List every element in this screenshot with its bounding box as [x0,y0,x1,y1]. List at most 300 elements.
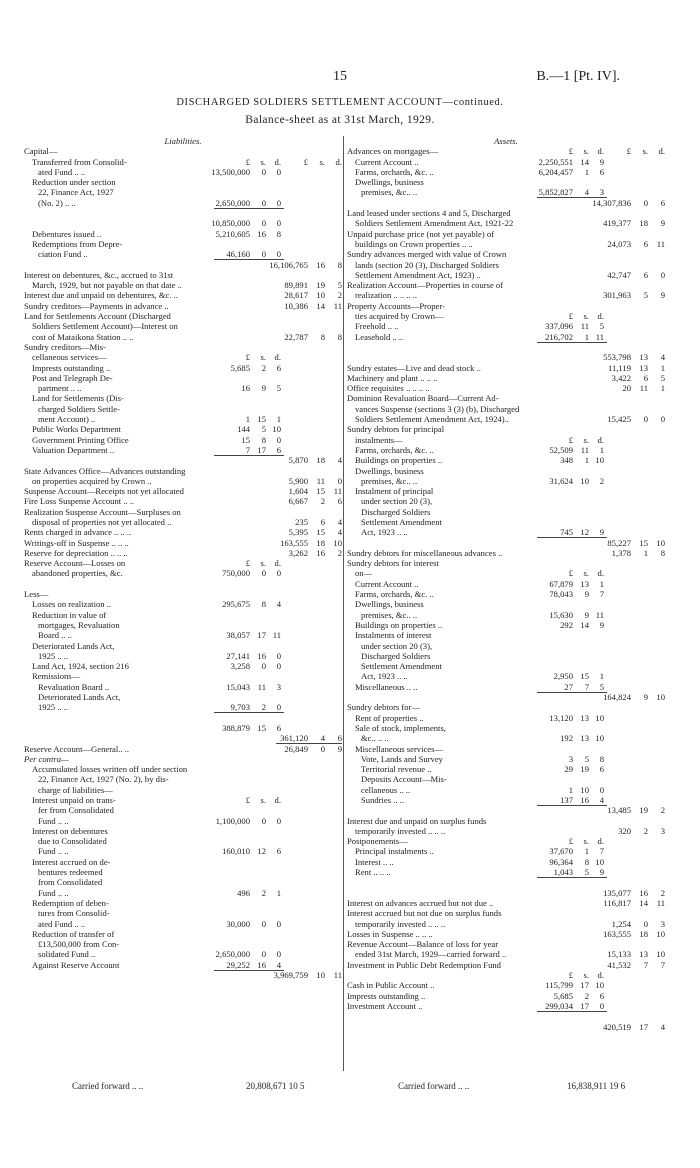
asset-label: lands (section 20 (3), Discharged Soldiers [355,259,499,270]
asset-row [347,764,665,774]
asset-row [347,352,665,362]
liability-amount-c2: 10 [333,537,342,548]
liability-amount-a1: 16 [241,383,250,394]
asset-label: realization .. .. .. .. [355,290,418,301]
asset-label: Farms, orchards, &c. .. [355,166,434,177]
asset-label: &c.. .. .. [361,733,389,744]
asset-label: vances Suspense (sections 3 (3) (b), Discharged [355,403,520,414]
asset-label: Vote, Lands and Survey [361,753,443,764]
liability-label: Less— [24,589,49,600]
asset-row [347,342,665,352]
liability-label: Reserve Account—Losses on [24,558,126,569]
asset-amount-c2: 9 [660,218,665,229]
asset-row [347,527,665,537]
asset-amount-c1: 9 [599,527,604,538]
liability-amount-c2: 4 [337,516,342,527]
asset-amount-c2: 11 [656,897,665,908]
asset-label: Discharged Soldiers [361,506,431,517]
liability-amount-a1: 2,650,000 [215,949,250,960]
liability-row [24,568,342,578]
asset-label: Sundries .. .. [361,795,404,805]
liability-row [24,610,342,620]
liability-amount-b2: 18 [316,455,325,466]
asset-row [347,177,665,187]
liability-amount-c1: 0 [276,218,281,229]
asset-row [347,496,665,506]
asset-row [347,280,665,290]
liability-amount-c2: 2 [337,547,342,558]
asset-row [347,260,665,270]
asset-amount-a1: £ [568,311,573,322]
liability-amount-b1: 8 [261,434,266,445]
liability-label: Suspense Account—Receipts not yet allocated [24,486,184,497]
asset-label: Farms, orchards, &c. .. [355,444,434,455]
asset-amount-b2: 14 [639,897,648,908]
liability-label: disposal of properties not yet allocated .. [32,516,172,527]
asset-amount-b1: 13 [580,733,589,744]
asset-row [347,939,665,949]
liability-amount-c2: 11 [333,486,342,497]
assets-carried-forward-label: Carried forward .. .. [398,1081,470,1091]
asset-amount-b1: 17 [580,1000,589,1011]
asset-row [347,187,665,197]
liabilities-carried-forward-value: 20,808,671 10 5 [246,1081,305,1091]
liability-row [24,579,342,589]
liability-amount-c1: 0 [276,434,281,445]
liability-label: Interest due and unpaid on debentures, &c. .. [24,290,178,301]
asset-row [347,548,665,558]
liability-row [24,352,342,362]
asset-label: Postponements— [347,836,408,847]
asset-label: Sundry debtors for interest [347,558,439,569]
liability-amount-a1: 46,160 [226,249,250,260]
liability-amount-c1: 0 [276,166,281,177]
asset-amount-a2: 15,133 [607,949,631,960]
liability-amount-a1: 13,500,000 [211,166,250,177]
asset-label: premises, &c.. .. [361,475,418,486]
asset-label: Losses in Suspense .. .. .. [347,928,433,939]
asset-amount-c2: 3 [660,825,665,836]
asset-label: Buildings on properties .. [355,619,443,630]
asset-amount-b1: 1 [584,331,589,342]
liability-amount-a1: 5,685 [230,362,250,373]
liability-label: partment .. .. [38,383,82,394]
liability-amount-c2: 9 [337,743,342,754]
asset-amount-a1: 15,630 [549,609,573,620]
liability-amount-a2: 1,604 [288,486,308,497]
liability-row [24,218,342,228]
asset-amount-c2: 11 [656,238,665,249]
asset-label: Settlement Amendment Act, 1923) .. [355,269,481,280]
asset-amount-a1: 31,624 [549,475,573,486]
asset-row [347,960,665,970]
liability-amount-a2: 28,617 [284,290,308,301]
liability-row [24,311,342,321]
asset-amount-b2: 2 [643,825,648,836]
asset-row [347,630,665,640]
asset-row [347,723,665,733]
asset-amount-a1: £ [568,146,573,157]
asset-amount-a1: 1 [568,784,573,795]
liability-amount-a1: 15 [241,434,250,445]
asset-label: Machinery and plant .. .. .. [347,372,438,383]
liability-amount-a1: 1,100,000 [215,815,250,826]
liability-row [24,466,342,476]
liability-label: Transferred from Consolid- [32,156,127,167]
liability-amount-a1: 38,057 [226,630,250,641]
liability-amount-c1: 6 [276,846,281,857]
asset-row [347,363,665,373]
liability-label: Realization Suspense Account—Surpluses on [24,506,181,517]
asset-row [347,486,665,496]
liability-amount-a1: 27,141 [226,650,250,661]
document-subtitle: Balance-sheet as at 31st March, 1929. [245,114,435,126]
liability-amount-b2: 0 [320,743,325,754]
liability-amount-c2: 11 [333,300,342,311]
asset-label: Interest accrued but not due on surplus funds [347,908,502,919]
liability-amount-a2: 361,120 [280,733,308,744]
liability-amount-b1: 0 [261,197,266,208]
asset-label: Interest on advances accrued but not due .. [347,897,494,908]
liability-row [24,198,342,208]
liability-label: cellaneous services— [32,352,107,363]
liability-amount-c1: 8 [276,228,281,239]
liability-row [24,774,342,784]
asset-row [347,301,665,311]
liability-amount-b1: 16 [257,650,266,661]
liability-row [24,476,342,486]
asset-row [347,589,665,599]
liability-amount-a1: 2,650,000 [215,197,250,208]
liability-amount-c2: 4 [337,527,342,538]
asset-amount-c1: 1 [599,578,604,589]
liability-amount-b1: 11 [257,681,266,692]
asset-amount-a2: 164,824 [603,692,631,703]
asset-label: Miscellaneous services— [355,743,444,754]
liability-amount-b1: 0 [261,918,266,929]
asset-amount-c1: d. [597,146,604,157]
liability-label: bentures redeemed [38,867,103,878]
asset-row [347,702,665,712]
liability-row [24,744,342,754]
liability-amount-a2: 3,262 [288,547,308,558]
asset-amount-b2: 5 [643,290,648,301]
liability-label: due to Consolidated [38,836,107,847]
asset-amount-a2: 20 [622,383,631,394]
asset-amount-a1: 1,043 [553,867,573,878]
liability-amount-c1: 0 [276,949,281,960]
liability-label: 1925 .. .. [38,650,69,661]
asset-row [347,599,665,609]
liability-row [24,558,342,568]
liability-amount-c1: 11 [272,630,281,641]
liability-amount-b1: 0 [261,815,266,826]
asset-amount-c1: 9 [599,619,604,630]
asset-amount-b1: 13 [580,578,589,589]
asset-label: on— [355,568,373,579]
asset-label: Interest due and unpaid on surplus funds [347,815,487,826]
liability-label: Interest accrued on de- [32,856,111,867]
liability-row [24,280,342,290]
liability-amount-b1: 0 [261,661,266,672]
asset-amount-b2: 18 [639,928,648,939]
asset-amount-b2: 6 [643,372,648,383]
liability-label: Against Reserve Account [32,959,120,970]
liability-label: Deteriorated Lands Act, [38,692,121,703]
asset-row [347,651,665,661]
asset-amount-b1: s. [583,568,589,579]
asset-amount-b1: 7 [584,681,589,692]
liability-label: Interest unpaid on trans- [32,795,116,805]
liability-amount-c2: 8 [337,259,342,270]
asset-label: Current Account .. [355,578,419,589]
liability-label: 22, Finance Act, 1927 (No. 2), by dis- [38,774,169,785]
document-title: DISCHARGED SOLDIERS SETTLEMENT ACCOUNT—continued. [176,97,504,108]
asset-label: Soldiers Settlement Amendment Act, 1921-22 [355,218,514,229]
liability-row [24,867,342,877]
liability-label: tures from Consolid- [38,908,110,919]
liability-amount-b1: 17 [257,444,266,455]
asset-amount-c2: 3 [660,918,665,929]
liability-amount-a2: £ [303,156,308,167]
liability-amount-b2: 11 [316,475,325,486]
asset-amount-c1: 6 [599,166,604,177]
liabilities-rows [24,146,342,980]
asset-amount-c2: 10 [656,537,665,548]
asset-label: Sundry advances merged with value of Crown [347,249,507,260]
asset-amount-a2: 14,307,836 [592,197,631,208]
asset-amount-a1: £ [568,568,573,579]
asset-amount-a2: 320 [618,825,631,836]
asset-amount-a1: £ [568,434,573,445]
asset-row [347,311,665,321]
asset-amount-c1: d. [597,311,604,322]
liability-amount-a1: 3,258 [230,661,250,672]
asset-amount-a2: 15,425 [607,414,631,425]
asset-amount-c2: 10 [656,949,665,960]
asset-row [347,682,665,692]
liability-amount-c1: 10 [272,424,281,435]
liability-amount-a2: 10,386 [284,300,308,311]
asset-amount-c2: 0 [660,269,665,280]
asset-amount-c1: 11 [595,609,604,620]
asset-label: temporarily invested .. .. .. [355,825,446,836]
asset-row [347,1011,665,1021]
liability-label: Reduction under section [32,177,116,188]
asset-row [347,754,665,764]
asset-amount-c1: 7 [599,589,604,600]
liability-row [24,486,342,496]
liability-amount-b2: 16 [316,259,325,270]
asset-row [347,383,665,393]
asset-label: Imprests outstanding .. [347,990,426,1001]
liability-amount-b1: s. [260,352,266,363]
asset-label: Office requisites .. .. .. .. [347,383,430,394]
asset-row [347,424,665,434]
liability-label: from Consolidated [38,877,103,888]
liability-amount-c2: 8 [337,331,342,342]
asset-amount-c1: 4 [599,795,604,805]
liability-label: Soldiers Settlement Account)—Interest on [32,321,178,332]
liability-amount-a1: £ [245,156,250,167]
liability-row [24,836,342,846]
liability-label: Reserve Account—General.. .. [24,743,129,754]
asset-label: Miscellaneous .. .. [355,681,418,692]
asset-amount-b2: 9 [643,692,648,703]
asset-amount-c1: 9 [599,867,604,878]
liability-label: Fund .. .. [38,846,69,857]
asset-row [347,877,665,887]
liability-row [24,507,342,517]
asset-label: Unpaid purchase price (not yet payable) of [347,228,494,239]
liability-amount-b2: 14 [316,300,325,311]
asset-amount-c1: d. [597,568,604,579]
asset-row [347,476,665,486]
liability-row [24,177,342,187]
liability-amount-a2: 26,849 [284,743,308,754]
liability-row [24,929,342,939]
liability-row [24,187,342,197]
liability-row [24,846,342,856]
liability-row [24,826,342,836]
asset-amount-a2: 42,747 [607,269,631,280]
asset-amount-a2: £ [626,146,631,157]
liability-row [24,795,342,805]
liability-row [24,599,342,609]
liability-amount-c1: 3 [276,681,281,692]
asset-row [347,455,665,465]
asset-amount-a1: 137 [560,795,573,805]
liability-label: Government Printing Office [32,434,129,445]
asset-row [347,857,665,867]
liability-amount-c1: 0 [276,661,281,672]
asset-amount-b1: s. [583,836,589,847]
liability-amount-a1: 750,000 [222,568,250,579]
asset-amount-b1: 5 [584,867,589,878]
asset-amount-b2: 15 [639,537,648,548]
liability-amount-c1: 0 [276,249,281,260]
asset-amount-c2: 2 [660,805,665,816]
liability-row [24,857,342,867]
asset-row [347,157,665,167]
liability-label: ated Fund .. .. [38,166,86,177]
asset-label: Investment in Public Debt Redemption Fund [347,959,501,970]
asset-row [347,774,665,784]
liability-amount-b1: 8 [261,599,266,610]
asset-label: under section 20 (3), [361,640,433,651]
liability-row [24,383,342,393]
liability-amount-a1: 9,703 [230,702,250,713]
asset-amount-b1: 1 [584,455,589,466]
liability-amount-a2: 16,106,765 [269,259,308,270]
asset-amount-b1: 9 [584,609,589,620]
asset-amount-a1: £ [568,970,573,981]
liability-amount-a2: 163,555 [280,537,308,548]
liability-label: Deteriorated Lands Act, [32,640,115,651]
asset-row [347,692,665,702]
liability-amount-c1: 6 [276,722,281,733]
asset-row [347,290,665,300]
liability-amount-a1: 388,879 [222,722,250,733]
asset-label: Dwellings, business [355,465,424,476]
asset-amount-a1: 2,250,551 [538,156,573,167]
liability-amount-b1: 12 [257,846,266,857]
asset-row [347,568,665,578]
asset-amount-a1: 67,879 [549,578,573,589]
asset-row [347,898,665,908]
asset-amount-b2: 6 [643,269,648,280]
liability-row [24,527,342,537]
asset-row [347,507,665,517]
asset-amount-b2: 0 [643,414,648,425]
asset-row [347,836,665,846]
asset-amount-c1: 10 [595,856,604,867]
liability-label: Revaluation Board .. [38,681,110,692]
liability-label: March, 1929, but not payable on that date .. [32,280,182,291]
liability-row [24,373,342,383]
liability-row [24,445,342,455]
liability-label: 1925 .. .. [38,702,69,713]
liability-label: Sundry creditors—Mis- [24,341,106,352]
asset-amount-a1: 348 [560,455,573,466]
asset-row [347,198,665,208]
asset-amount-a1: 292 [560,619,573,630]
liability-amount-b1: 0 [261,218,266,229]
liability-amount-a1: 29,252 [226,959,250,970]
liability-amount-a1: 496 [237,887,250,898]
liability-row [24,229,342,239]
asset-label: Land leased under sections 4 and 5, Discharged [347,208,511,219]
asset-label: Principal instalments .. [355,846,434,857]
liability-row [24,702,342,712]
liability-amount-c1: d. [274,156,281,167]
liability-label: charged Soldiers Settle- [38,403,120,414]
asset-amount-b2: s. [642,146,648,157]
asset-row [347,239,665,249]
liability-row [24,785,342,795]
asset-amount-a2: 85,227 [607,537,631,548]
asset-label: Instalment of principal [355,486,434,497]
liability-row [24,630,342,640]
asset-row [347,785,665,795]
asset-amount-b2: 0 [643,197,648,208]
column-divider [343,136,344,1071]
liability-row [24,733,342,743]
liabilities-heading: Liabilities. [164,136,202,146]
liability-amount-a2: 5,870 [288,455,308,466]
liability-amount-b1: s. [260,558,266,569]
asset-row [347,373,665,383]
asset-amount-c2: 7 [660,959,665,970]
asset-label: cellaneous .. .. [361,784,411,795]
liability-amount-b2: 18 [316,537,325,548]
liability-label: 22, Finance Act, 1927 [38,187,114,198]
liability-label: Board .. .. [38,630,72,641]
liability-label: Interest on debentures, &c., accrued to 31st [24,269,174,280]
liability-row [24,496,342,506]
asset-amount-a2: 1,254 [611,918,631,929]
asset-amount-c1: 2 [599,475,604,486]
asset-amount-b1: s. [583,434,589,445]
liability-label: Reserve for depreciation .. .. .. [24,547,128,558]
liability-amount-b2: 10 [316,290,325,301]
liability-amount-a2: 5,395 [288,527,308,538]
liability-amount-a1: £ [245,558,250,569]
liability-row [24,898,342,908]
asset-amount-a2: 3,422 [611,372,631,383]
asset-amount-a1: 3 [568,753,573,764]
asset-row [347,919,665,929]
